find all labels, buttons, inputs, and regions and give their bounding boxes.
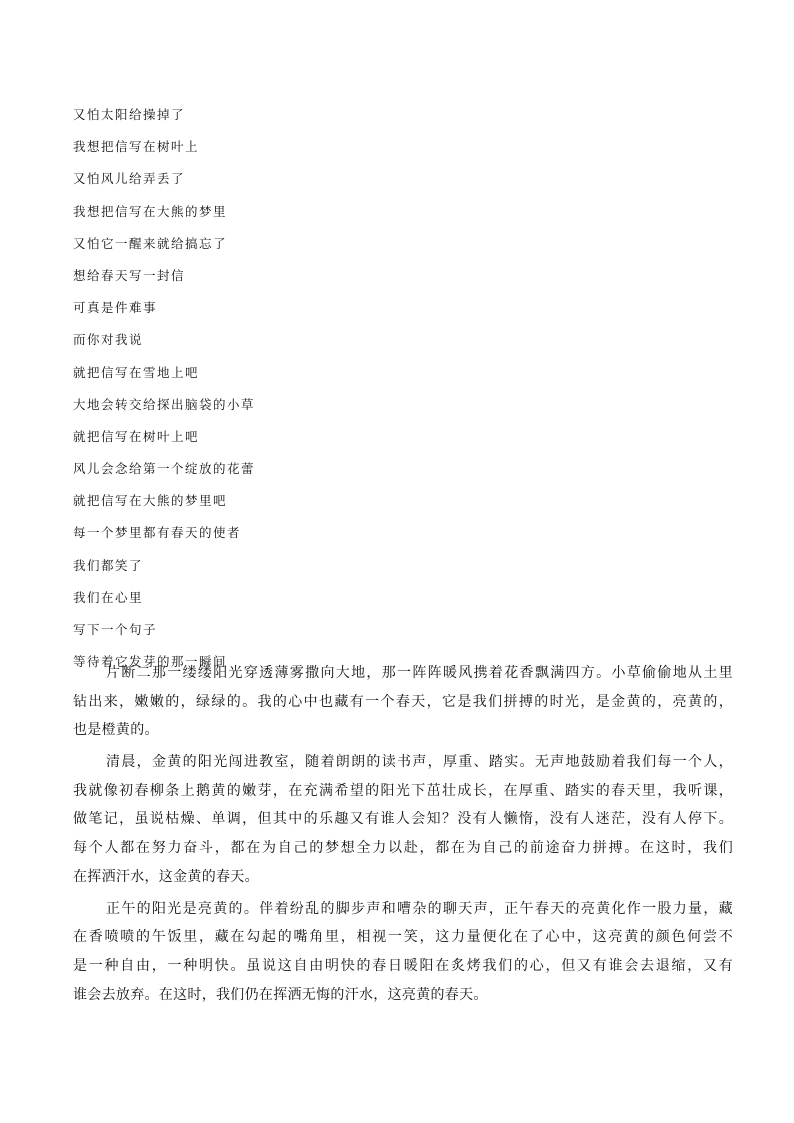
poem-line: 又怕太阳给操掉了 bbox=[73, 107, 186, 122]
paragraph-line: 做笔记，虽说枯燥、单调，但其中的乐趣又有谁人会知？没有人懒惰，没有人迷茫，没有人停下。 bbox=[73, 811, 733, 828]
poem-line: 想给春天写一封信 bbox=[73, 267, 186, 283]
poem-line: 又怕它一醒来就给搞忘了 bbox=[73, 235, 228, 251]
paragraph-line: 也是橙黄的。 bbox=[73, 722, 159, 739]
poem-line: 就把信写在大熊的梦里吧 bbox=[73, 493, 228, 509]
prose-section bbox=[73, 659, 733, 1009]
poem-line: 而你对我说 bbox=[73, 332, 144, 348]
poem-line: 又怕风儿给弄丢了 bbox=[73, 171, 186, 187]
poem-section bbox=[73, 99, 733, 678]
poem-line: 风儿会念给第一个绽放的花蕾 bbox=[73, 461, 256, 477]
poem-line: 我们都笑了 bbox=[73, 557, 144, 573]
poem-line: 写下一个句子 bbox=[73, 622, 158, 637]
poem-line: 等待着它发芽的那一瞬间 bbox=[73, 654, 228, 670]
paragraph-line: 正午的阳光是亮黄的。伴着纷乱的脚步声和嘈杂的聊天声，正午春天的亮黄化作一股力量，藏 bbox=[106, 900, 733, 917]
poem-line: 可真是件难事 bbox=[73, 300, 158, 316]
paragraph-1 bbox=[73, 659, 733, 745]
poem-line: 就把信写在树叶上吧 bbox=[73, 428, 200, 444]
paragraph-line: 片断二那一缕缕阳光穿透薄雾撒向大地，那一阵阵暖风携着花香飘满四方。小草偷偷地从土里 bbox=[106, 665, 733, 681]
poem-line: 大地会转交给探出脑袋的小草 bbox=[73, 396, 256, 412]
poem-line: 我想把信写在大熊的梦里 bbox=[73, 203, 228, 219]
paragraph-line: 在香喷喷的午饭里，藏在勾起的嘴角里，相视一笑，这力量便化在了心中，这亮黄的颜色何尝不 bbox=[73, 929, 733, 946]
paragraph-line: 在挥洒汗水，这金黄的春天。 bbox=[73, 868, 259, 885]
poem-line: 我想把信写在树叶上 bbox=[73, 139, 200, 155]
paragraph-3 bbox=[73, 895, 733, 1009]
poem-line: 就把信写在雪地上吧 bbox=[73, 364, 200, 380]
paragraph-line: 钻出来，嫩嫩的，绿绿的。我的心中也藏有一个春天，它是我们拼搏的时光，是金黄的，亮黄的， bbox=[73, 693, 733, 710]
paragraph-line: 每个人都在努力奋斗，都在为自己的梦想全力以赴，都在为自己的前途奋力拼搏。在这时，我们 bbox=[73, 840, 733, 857]
paragraph-line: 清晨，金黄的阳光闯进教室，随着朗朗的读书声，厚重、踏实。无声地鼓励着我们每一个人， bbox=[106, 754, 733, 771]
paragraph-line: 是一种自由，一种明快。虽说这自由明快的春日暖阳在炙烤我们的心，但又有谁会去退缩，又有 bbox=[73, 957, 733, 974]
paragraph-2 bbox=[73, 748, 733, 891]
poem-line: 每一个梦里都有春天的使者 bbox=[73, 525, 242, 541]
poem-line: 我们在心里 bbox=[73, 589, 144, 605]
paragraph-line: 我就像初春柳条上鹅黄的嫩芽，在充满希望的阳光下茁壮成长，在厚重、踏实的春天里，我听课， bbox=[73, 782, 733, 799]
paragraph-line: 谁会去放弃。在这时，我们仍在挥洒无悔的汗水，这亮黄的春天。 bbox=[73, 986, 488, 1003]
